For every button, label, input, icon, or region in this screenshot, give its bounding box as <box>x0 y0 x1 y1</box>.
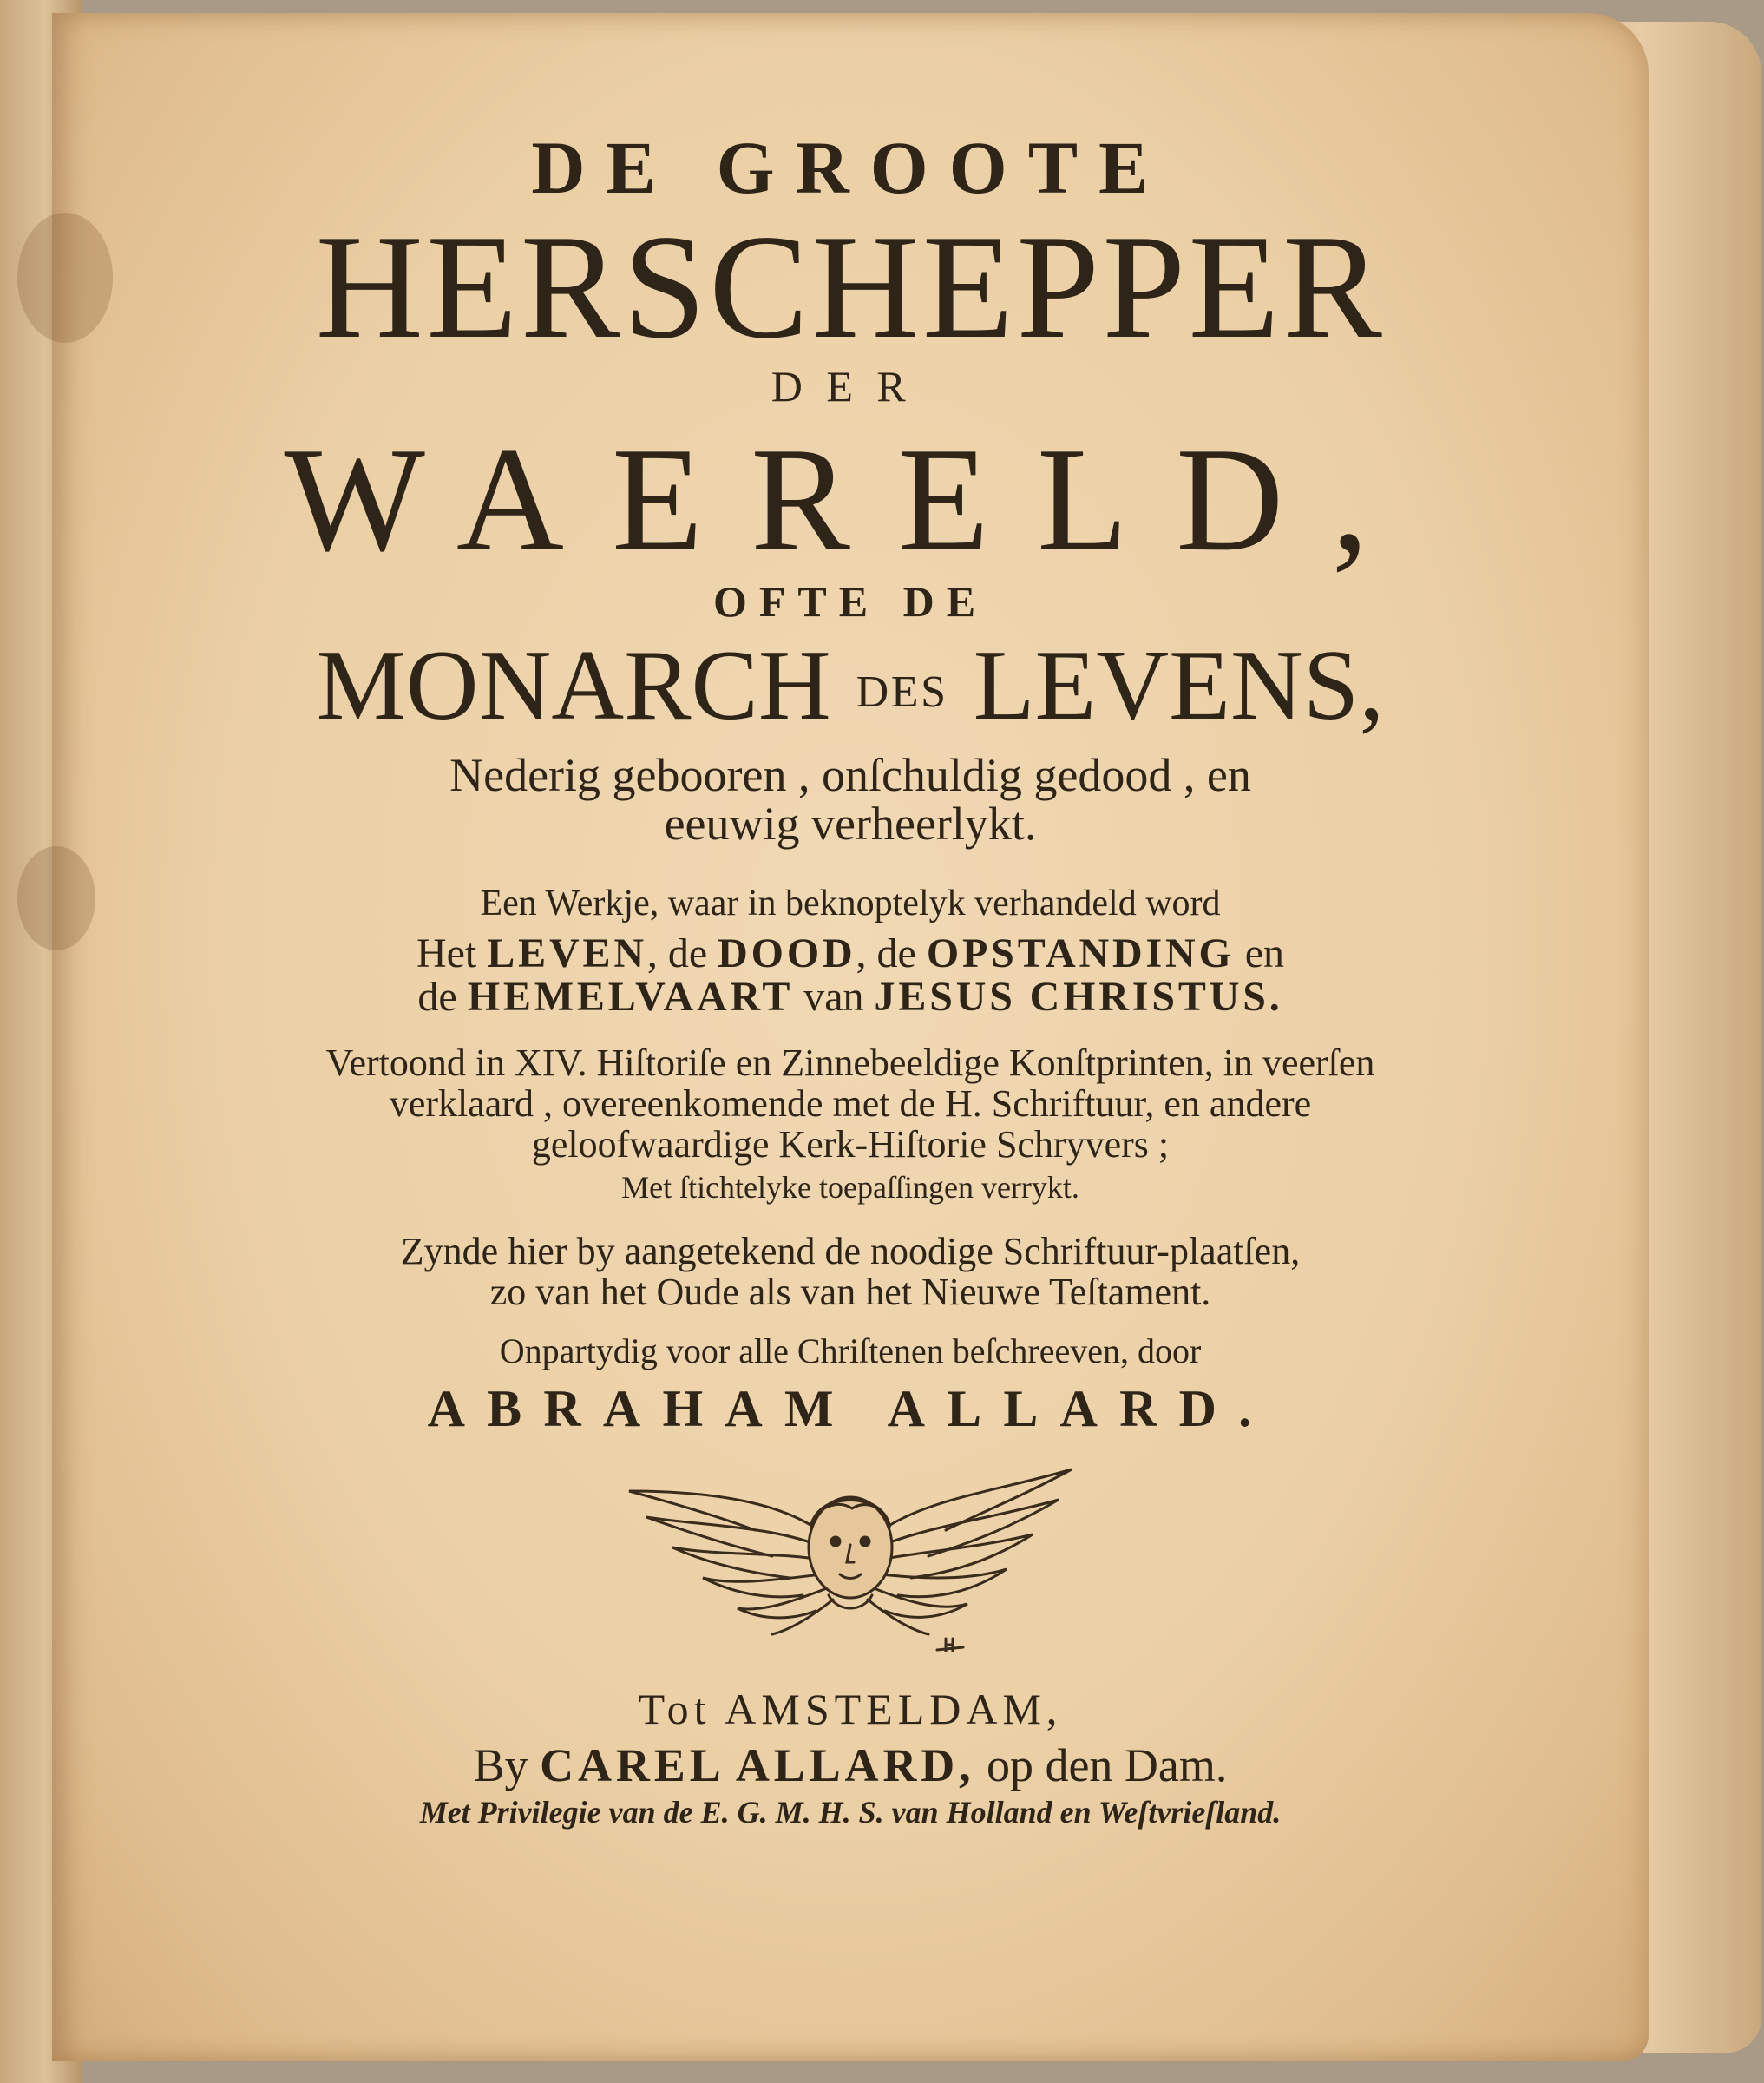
text-opstanding: OPSTANDING <box>926 930 1235 976</box>
title-line-ofte-de: OFTE DE <box>712 577 988 626</box>
imprint-publisher <box>52 1739 1649 1791</box>
title-line-der: DER <box>771 362 930 411</box>
vertoond-line-1: Vertoond in XIV. Hiſtoriſe en Zinnebeeldige Konſtprinten, in veerſen <box>325 1042 1375 1084</box>
text-de: , de <box>646 930 708 976</box>
title-levens-word: LEVENS, <box>973 630 1385 741</box>
zynde-line-2: zo van het Oude als van het Nieuwe Teſtament. <box>489 1271 1211 1313</box>
vertoond-line-4: Met ſtichtelyke toepaſſingen verrykt. <box>621 1170 1079 1205</box>
text-het: Het <box>416 930 477 976</box>
vertoond-line-2: verklaard , overeenkomende met de H. Schriftuur, en andere <box>389 1082 1312 1125</box>
text-van: van <box>803 974 864 1020</box>
text-carel-allard: CAREL ALLARD, <box>540 1739 975 1791</box>
winged-cherub-vignette <box>625 1465 1076 1652</box>
text-en: en <box>1244 930 1285 976</box>
description-line-3 <box>52 976 1649 1018</box>
imprint-privilege: Met Privilegie van de E. G. M. H. S. van Holland en Weſtvrieſland. <box>419 1795 1282 1830</box>
text-de-2: , de <box>856 930 916 976</box>
title-line-waereld: WAERELD, <box>284 417 1417 582</box>
zynde-line-1: Zynde hier by aangetekend de noodige Schriftuur-plaatſen, <box>400 1230 1301 1272</box>
subtitle-line-2: eeuwig verheerlykt. <box>664 798 1037 850</box>
text-hemelvaart: HEMELVAART <box>467 974 794 1020</box>
description-line-1: Een Werkje, waar in beknoptelyk verhandeld word <box>480 884 1221 923</box>
text-de-3: de <box>417 974 457 1020</box>
vertoond-line-3: geloofwaardige Kerk-Hiſtorie Schryvers ; <box>531 1123 1170 1166</box>
onpartydig-line: Onpartydig voor alle Chriſtenen beſchreeven, door <box>499 1331 1202 1370</box>
author-name: ABRAHAM ALLARD. <box>427 1380 1274 1437</box>
title-monarch-word: MONARCH <box>316 630 831 741</box>
text-by: By <box>473 1739 528 1791</box>
title-line-monarch <box>52 630 1649 741</box>
text-leven: LEVEN <box>487 930 647 976</box>
title-des-word: DES <box>856 667 948 717</box>
title-line-herschepper: HERSCHEPPER <box>315 205 1386 370</box>
text-jesus-christus: JESUS CHRISTUS. <box>874 974 1283 1020</box>
text-op-den-dam: op den Dam. <box>986 1739 1228 1791</box>
subtitle-line-1: Nederig gebooren , onſchuldig gedood , en <box>449 749 1251 801</box>
imprint-place: Tot AMSTELDAM, <box>638 1685 1063 1733</box>
text-dood: DOOD <box>718 930 856 976</box>
title-line-de-groote: DE GROOTE <box>531 126 1170 209</box>
description-line-2 <box>52 930 1649 976</box>
